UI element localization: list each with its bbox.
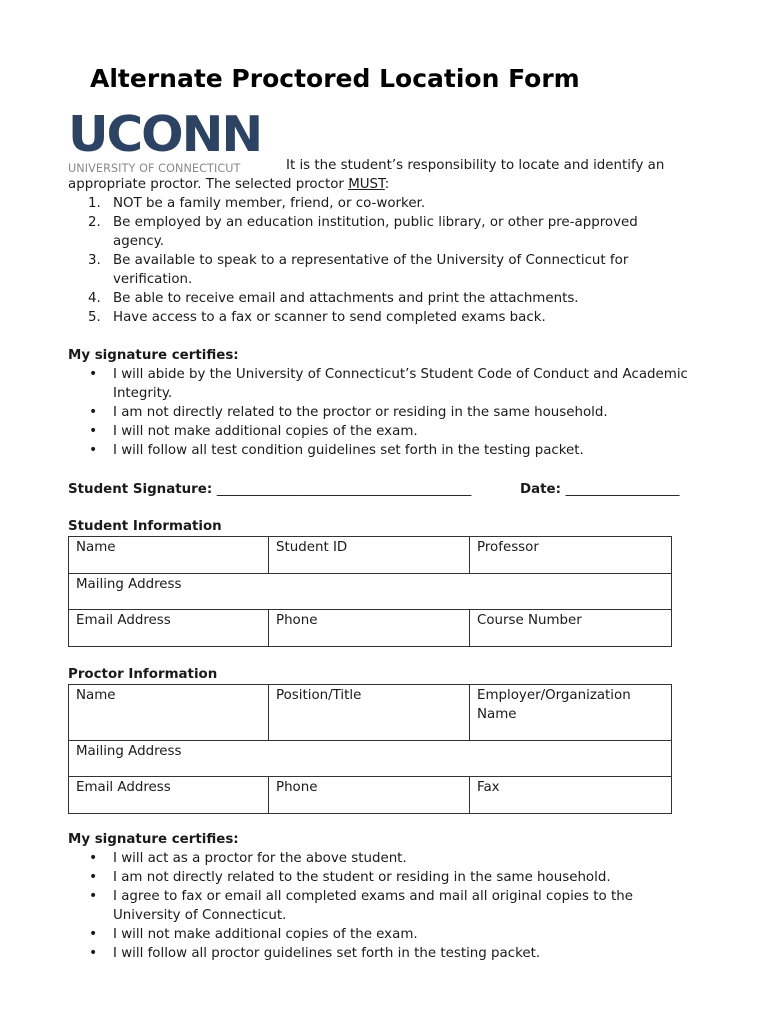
student-certification-heading: My signature certifies: <box>68 348 239 363</box>
table-row <box>69 610 672 647</box>
student-email-cell[interactable]: Email Address <box>69 610 269 647</box>
list-text: NOT be a family member, friend, or co-worker. <box>113 196 426 211</box>
list-item <box>68 213 688 251</box>
proctor-fax-cell[interactable]: Fax <box>470 777 672 814</box>
proctor-employer-cell[interactable]: Employer/Organization Name <box>470 685 672 741</box>
proctor-info-table <box>68 684 672 814</box>
list-text: Be able to receive email and attachments and print the attachments. <box>113 291 579 306</box>
list-item: • I will act as a proctor for the above student. <box>68 849 688 868</box>
student-info-heading: Student Information <box>68 519 222 534</box>
student-phone-cell[interactable]: Phone <box>269 610 470 647</box>
course-number-cell[interactable]: Course Number <box>470 610 672 647</box>
list-item: • I will not make additional copies of the exam. <box>68 925 688 944</box>
intro-emphasis: MUST <box>348 177 385 192</box>
list-item <box>68 251 688 289</box>
table-row <box>69 741 672 777</box>
intro-text: It is the student’s responsibility to locate and identify an appropriate proctor. The selected proctor <box>68 158 665 192</box>
logo-wordmark: UCONN <box>68 106 262 163</box>
list-item: • I will abide by the University of Connecticut’s Student Code of Conduct and Academic Integrity. <box>68 365 688 403</box>
student-name-cell[interactable]: Name <box>69 537 269 574</box>
proctor-certification-heading: My signature certifies: <box>68 832 239 847</box>
list-number: 2. <box>88 215 101 230</box>
list-text: Have access to a fax or scanner to send completed exams back. <box>113 310 546 325</box>
student-mailing-address-cell[interactable]: Mailing Address <box>69 574 672 610</box>
list-text: Be employed by an education institution, public library, or other pre-approved agency. <box>113 215 638 249</box>
date-label: Date: <box>520 482 561 497</box>
student-info-table <box>68 536 672 647</box>
student-certification-list <box>68 365 688 460</box>
table-row <box>69 685 672 741</box>
date-group <box>520 480 680 499</box>
proctor-phone-cell[interactable]: Phone <box>269 777 470 814</box>
list-item: • I am not directly related to the student or residing in the same household. <box>68 868 688 887</box>
list-number: 4. <box>88 291 101 306</box>
table-row <box>69 777 672 814</box>
student-signature-field[interactable]: ______________________________________ <box>216 482 472 497</box>
proctor-position-cell[interactable]: Position/Title <box>269 685 470 741</box>
date-field[interactable]: _________________ <box>565 482 680 497</box>
list-item: • I agree to fax or email all completed exams and mail all original copies to the University of Connecticut. <box>68 887 688 925</box>
list-item: • I will not make additional copies of the exam. <box>68 422 688 441</box>
logo-subtitle: UNIVERSITY OF CONNECTICUT <box>68 162 241 175</box>
list-item: • I will follow all test condition guidelines set forth in the testing packet. <box>68 441 688 460</box>
intro-paragraph <box>68 156 708 194</box>
proctor-info-heading: Proctor Information <box>68 667 218 682</box>
intro-colon: : <box>384 177 390 192</box>
list-number: 1. <box>88 196 101 211</box>
list-number: 5. <box>88 310 101 325</box>
proctor-email-cell[interactable]: Email Address <box>69 777 269 814</box>
table-row <box>69 537 672 574</box>
signature-line <box>68 480 708 499</box>
list-item <box>68 289 688 308</box>
student-id-cell[interactable]: Student ID <box>269 537 470 574</box>
table-row <box>69 574 672 610</box>
proctor-certification-list <box>68 849 688 963</box>
list-item: • I am not directly related to the proctor or residing in the same household. <box>68 403 688 422</box>
student-signature-label: Student Signature: <box>68 482 213 497</box>
professor-cell[interactable]: Professor <box>470 537 672 574</box>
proctor-mailing-address-cell[interactable]: Mailing Address <box>69 741 672 777</box>
list-text: Be available to speak to a representative of the University of Connecticut for verification. <box>113 253 629 287</box>
list-item <box>68 308 688 327</box>
list-item: • I will follow all proctor guidelines set forth in the testing packet. <box>68 944 688 963</box>
list-number: 3. <box>88 253 101 268</box>
list-item <box>68 194 688 213</box>
proctor-name-cell[interactable]: Name <box>69 685 269 741</box>
proctor-requirements-list <box>68 194 688 327</box>
page-title: Alternate Proctored Location Form <box>90 64 580 93</box>
